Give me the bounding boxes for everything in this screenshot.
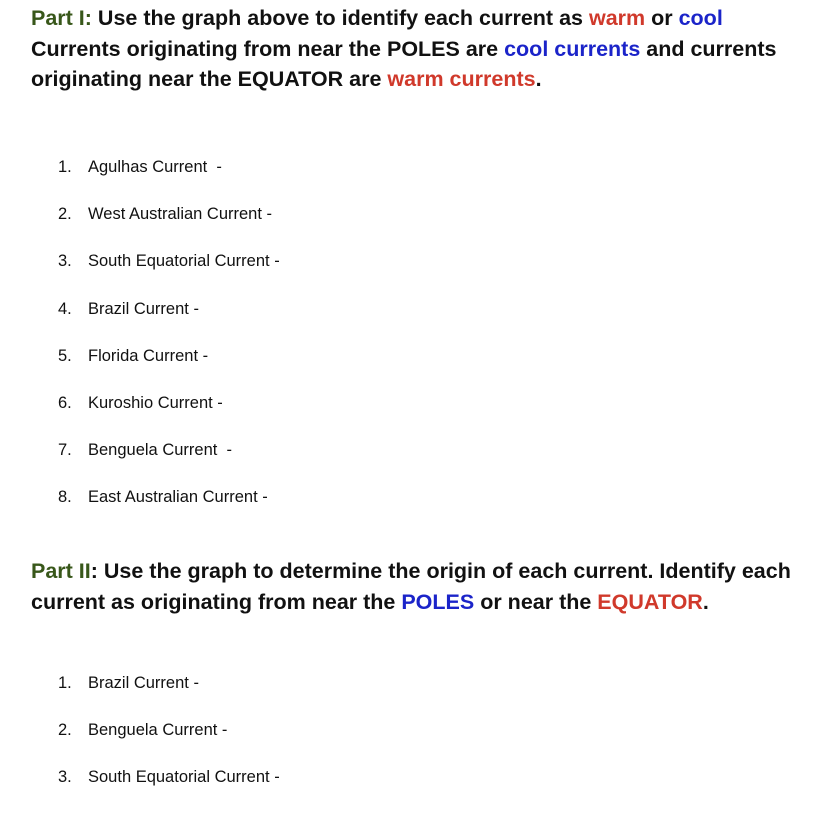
item-text: Benguela Current -: [88, 721, 228, 739]
item-text: Benguela Current -: [88, 441, 232, 459]
part1-label: Part I:: [31, 6, 92, 30]
item-number: 6.: [58, 394, 72, 412]
part2-label: Part II: [31, 559, 91, 583]
item-text: Agulhas Current -: [88, 158, 222, 176]
item-text: Kuroshio Current -: [88, 394, 223, 412]
part2-instructions: [31, 556, 791, 617]
or-word: or: [645, 6, 679, 30]
part1-equator-text: and currents originating near the EQUATOR are: [31, 36, 777, 91]
warm-currents-phrase: warm currents: [387, 67, 536, 91]
item-text: Brazil Current -: [88, 674, 199, 692]
item-number: 7.: [58, 441, 72, 459]
item-number: 1.: [58, 674, 72, 692]
item-number: 1.: [58, 158, 72, 176]
item-number: 2.: [58, 205, 72, 223]
part2-intro-text: Use the graph to determine the origin of each current. Identify each current as originating from near the: [31, 559, 791, 614]
part1-instructions: [31, 3, 791, 95]
cool-currents-phrase: cool currents: [504, 36, 641, 61]
item-text: South Equatorial Current -: [88, 252, 280, 270]
part2-or-text: or near the: [474, 589, 598, 614]
cool-word: cool: [678, 6, 723, 30]
item-number: 3.: [58, 252, 72, 270]
poles-word: POLES: [401, 589, 475, 614]
item-text: Brazil Current -: [88, 300, 199, 318]
item-number: 8.: [58, 488, 72, 506]
item-number: 3.: [58, 768, 72, 786]
equator-word: EQUATOR: [597, 589, 703, 614]
item-text: South Equatorial Current -: [88, 768, 280, 786]
item-text: West Australian Current -: [88, 205, 273, 223]
item-number: 4.: [58, 300, 72, 318]
part1-intro-text: Use the graph above to identify each current as: [91, 6, 589, 30]
part1-period: .: [535, 67, 542, 91]
warm-word: warm: [588, 6, 646, 30]
item-number: 5.: [58, 347, 72, 365]
part1-poles-text: Currents originating from near the POLES are: [31, 36, 505, 61]
part2-colon: :: [90, 559, 98, 583]
item-text: Florida Current -: [88, 347, 209, 365]
item-text: East Australian Current -: [88, 488, 268, 506]
part2-period: .: [702, 589, 709, 614]
item-number: 2.: [58, 721, 72, 739]
